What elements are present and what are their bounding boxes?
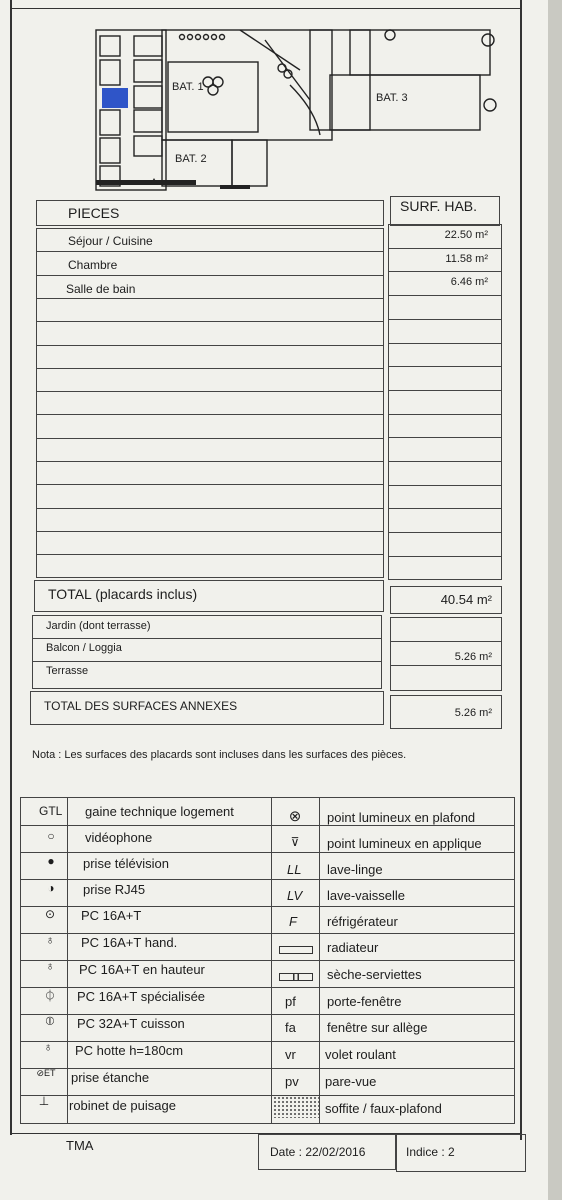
grid-row-line [36, 484, 384, 485]
grid-row-line [388, 461, 502, 462]
grid-row-line [388, 390, 502, 391]
tv-socket-icon: ● [47, 854, 55, 868]
gtl-symbol: GTL [39, 804, 63, 818]
legend-label: lave-linge [327, 862, 383, 877]
legend-label: point lumineux en plafond [327, 810, 476, 825]
legend-row-line [21, 933, 514, 934]
socket-cooking-icon: ⦶ [45, 1014, 55, 1028]
grid-row-line [388, 508, 502, 509]
annex-name: Jardin (dont terrasse) [46, 620, 151, 632]
ceiling-light-icon: ⊗ [288, 808, 302, 825]
grid-row-line [388, 343, 502, 344]
site-plan [60, 10, 500, 198]
ceiling-pattern-icon [273, 1096, 319, 1118]
fa-symbol: fa [285, 1020, 296, 1035]
socket-special-icon: ⏀ [43, 989, 56, 1003]
legend-label: vidéophone [85, 830, 153, 845]
annex-row-line [32, 661, 382, 662]
legend-label: prise RJ45 [83, 882, 146, 897]
legend-label: lave-vaisselle [327, 888, 406, 903]
legend-row-line [21, 987, 514, 988]
company-name: TMA [66, 1138, 94, 1153]
vr-symbol: vr [285, 1047, 296, 1062]
socket-icon: ⊙ [44, 907, 56, 921]
legend-label: PC 16A+T [81, 908, 142, 923]
pieces-header: PIECES [68, 205, 120, 221]
grid-row-line [36, 461, 384, 462]
legend-row-line [21, 1041, 514, 1042]
grid-row-line [388, 319, 502, 320]
grid-row-line [388, 366, 502, 367]
grid-row-line [388, 556, 502, 557]
grid-row-line [388, 271, 502, 272]
grid-row-line [36, 368, 384, 369]
annex-value: 5.26 m² [454, 651, 492, 663]
legend-row-line [21, 1014, 514, 1015]
legend-label: sèche-serviettes [327, 967, 422, 982]
legend-label: PC 16A+T hand. [81, 935, 178, 950]
grid-row-line [36, 554, 384, 555]
plan-label-bat2: BAT. 2 [175, 153, 207, 165]
grid-row-line [36, 298, 384, 299]
room-surface: 22.50 m² [444, 229, 488, 241]
legend-label: robinet de puisage [69, 1098, 176, 1113]
legend-label: soffite / faux-plafond [325, 1101, 442, 1116]
room-name: Séjour / Cuisine [68, 234, 153, 248]
index-text: Indice : 2 [406, 1145, 455, 1159]
room-name: Chambre [68, 258, 118, 272]
legend-label: PC hotte h=180cm [75, 1043, 184, 1058]
legend-table [20, 797, 515, 1124]
legend-label: radiateur [327, 940, 379, 955]
rooms-grid [36, 228, 384, 578]
grid-row-line [36, 438, 384, 439]
page-edge [548, 0, 562, 1200]
grid-row-line [36, 391, 384, 392]
pf-symbol: pf [285, 994, 296, 1009]
socket-high-icon: ♁ [45, 959, 55, 973]
legend-label: porte-fenêtre [327, 994, 402, 1009]
frame-top-line [10, 8, 522, 9]
wall-light-icon: ⊽ [290, 835, 300, 849]
lv-symbol: LV [287, 888, 303, 903]
date-text: Date : 22/02/2016 [270, 1145, 366, 1159]
grid-row-line [36, 531, 384, 532]
legend-label: PC 16A+T spécialisée [77, 989, 206, 1004]
total-label: TOTAL (placards inclus) [48, 586, 198, 602]
videophone-icon: ○ [47, 829, 55, 843]
rj45-icon: ◑ [47, 881, 55, 895]
legend-row-line [21, 879, 514, 880]
legend-row-line [21, 1095, 514, 1096]
legend-label: PC 32A+T cuisson [77, 1016, 185, 1031]
annex-row-line [390, 641, 502, 642]
surface-header: SURF. HAB. [400, 198, 478, 214]
note-text: Nota : Les surfaces des placards sont incluses dans les surfaces des pièces. [32, 749, 407, 761]
legend-row-line [21, 906, 514, 907]
legend-label: pare-vue [325, 1074, 377, 1089]
grid-row-line [388, 414, 502, 415]
frame-left-line [10, 0, 12, 1135]
legend-row-line [21, 1068, 514, 1069]
hood-socket-icon: ♁ [43, 1040, 53, 1054]
legend-row-line [21, 960, 514, 961]
grid-row-line [388, 532, 502, 533]
f-symbol: F [289, 914, 297, 929]
legend-label: point lumineux en applique [327, 836, 482, 851]
ll-symbol: LL [287, 862, 302, 877]
legend-label: gaine technique logement [85, 804, 234, 819]
frame-right-line [520, 0, 522, 1140]
pv-symbol: pv [285, 1074, 299, 1089]
waterproof-socket-icon: ⊘ET [36, 1068, 56, 1078]
room-surface: 6.46 m² [450, 276, 488, 288]
legend-label: réfrigérateur [327, 914, 398, 929]
legend-label: PC 16A+T en hauteur [79, 962, 205, 977]
highlighted-unit [102, 88, 128, 108]
legend-row-line [21, 825, 514, 826]
grid-row-line [36, 414, 384, 415]
tap-icon: ⊥ [38, 1094, 50, 1108]
total-value: 40.54 m² [440, 592, 492, 607]
legend-label: fenêtre sur allège [327, 1020, 428, 1035]
plan-label-bat3: BAT. 3 [376, 92, 408, 104]
grid-row-line [36, 508, 384, 509]
annexes-total-label: TOTAL DES SURFACES ANNEXES [44, 699, 238, 713]
radiator-icon [279, 946, 313, 954]
grid-row-line [36, 275, 384, 276]
grid-row-line [36, 321, 384, 322]
grid-row-line [388, 248, 502, 249]
legend-label: prise télévision [83, 856, 169, 871]
grid-row-line [388, 485, 502, 486]
annexes-total-value: 5.26 m² [454, 707, 492, 719]
legend-label: volet roulant [325, 1047, 396, 1062]
legend-label: prise étanche [71, 1070, 150, 1085]
room-name: Salle de bain [66, 282, 136, 296]
annex-row-line [32, 638, 382, 639]
towel-dryer-icon [279, 973, 313, 981]
grid-row-line [36, 251, 384, 252]
annex-row-line [390, 665, 502, 666]
grid-row-line [36, 345, 384, 346]
socket-hand-icon: ♁ [45, 933, 55, 947]
annex-name: Terrasse [46, 665, 89, 677]
annex-name: Balcon / Loggia [46, 642, 122, 654]
room-surface: 11.58 m² [445, 253, 488, 265]
legend-row-line [21, 852, 514, 853]
grid-row-line [388, 437, 502, 438]
plan-label-bat1: BAT. 1 [172, 81, 204, 93]
grid-row-line [388, 295, 502, 296]
